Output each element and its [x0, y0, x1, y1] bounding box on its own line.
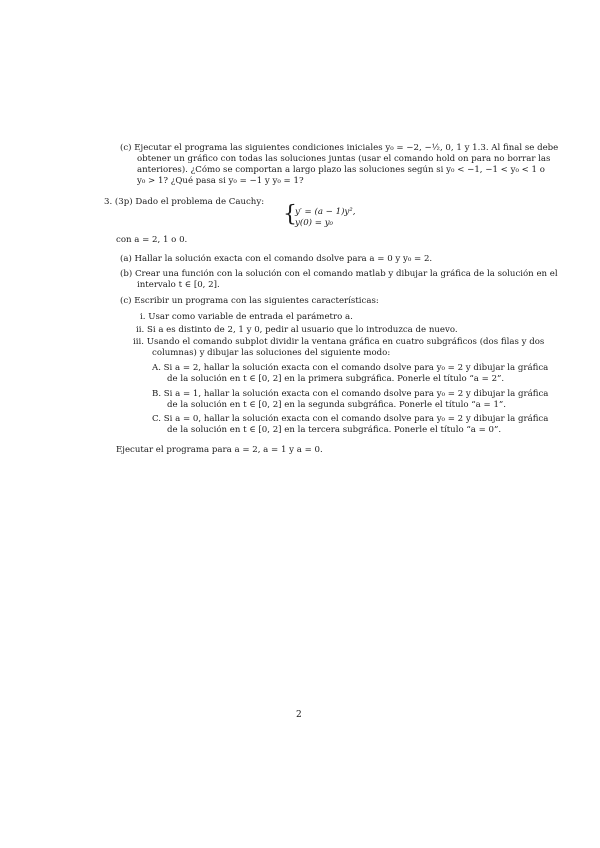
text-line: columnas) y dibujar las soluciones del siguiente modo:: [152, 348, 391, 358]
text-line: (a) Hallar la solución exacta con el comando dsolve para a = 0 y y₀ = 2.: [120, 254, 433, 264]
text-line: i. Usar como variable de entrada el parámetro a.: [140, 312, 353, 322]
text-line: anteriores). ¿Cómo se comportan a largo plazo las soluciones según si y₀ < −1, −1 < y₀ < 1 o: [137, 165, 545, 175]
text-line: B. Si a = 1, hallar la solución exacta con el comando dsolve para y₀ = 2 y dibujar la gráfica: [152, 389, 549, 399]
text-line: (c) Escribir un programa con las siguientes características:: [120, 296, 379, 306]
page-number: 2: [296, 710, 302, 720]
text-line: obtener un gráfico con todas las soluciones juntas (usar el comando hold on para no borrar las: [137, 154, 551, 164]
problem-heading: 3. (3p) Dado el problema de Cauchy:: [104, 197, 265, 207]
text-line: de la solución en t ∈ [0, 2] en la segunda subgráfica. Ponerle el título “a = 1”.: [167, 400, 507, 410]
text-line: iii. Usando el comando subplot dividir la ventana gráfica en cuatro subgráficos (dos filas y dos: [133, 337, 545, 347]
text-line: (c) Ejecutar el programa las siguientes condiciones iniciales y₀ = −2, −½, 0, 1 y 1.3. Al final se debe: [120, 143, 559, 153]
text-line: Ejecutar el programa para a = 2, a = 1 y a = 0.: [116, 445, 323, 455]
text-line: ii. Si a es distinto de 2, 1 y 0, pedir al usuario que lo introduzca de nuevo.: [136, 325, 458, 335]
text-line: con a = 2, 1 o 0.: [116, 235, 188, 245]
text-line: de la solución en t ∈ [0, 2] en la primera subgráfica. Ponerle el título “a = 2”.: [167, 374, 505, 384]
text-line: A. Si a = 2, hallar la solución exacta con el comando dsolve para y₀ = 2 y dibujar la gráfica: [152, 363, 549, 373]
text-line: y₀ > 1? ¿Qué pasa si y₀ = −1 y y₀ = 1?: [137, 176, 304, 186]
equation-line: y(0) = y₀: [295, 218, 333, 228]
text-line: (b) Crear una función con la solución con el comando matlab y dibujar la gráfica de la solución en el: [120, 269, 558, 279]
text-line: intervalo t ∈ [0, 2].: [137, 280, 220, 290]
equation-brace: {: [283, 202, 297, 227]
equation-line: y′ = (a − 1)y²,: [295, 207, 356, 217]
text-line: C. Si a = 0, hallar la solución exacta con el comando dsolve para y₀ = 2 y dibujar la gráfica: [152, 414, 549, 424]
text-line: de la solución en t ∈ [0, 2] en la tercera subgráfica. Ponerle el título “a = 0”.: [167, 425, 502, 435]
